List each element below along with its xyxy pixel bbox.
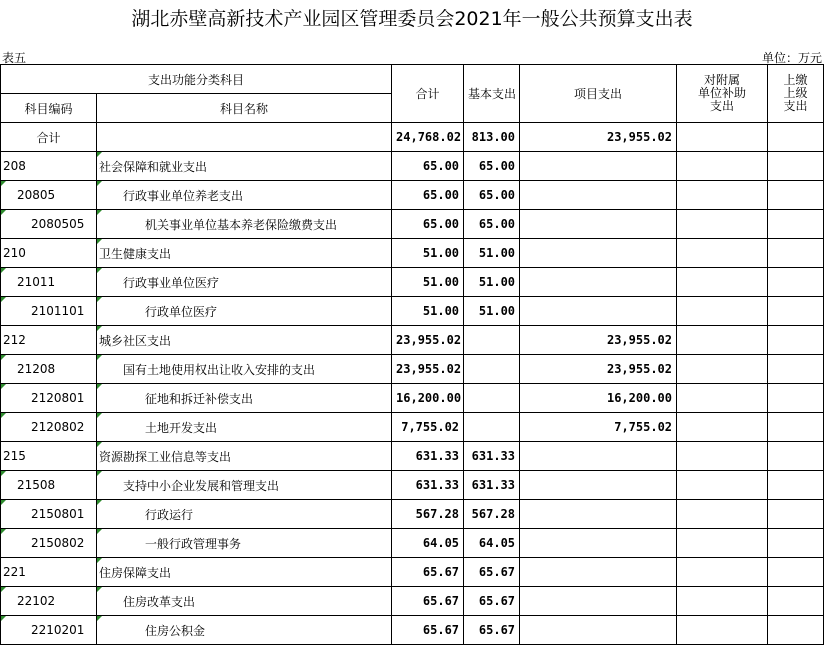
code-cell[interactable]: 21208: [1, 355, 97, 384]
upper-cell[interactable]: [768, 413, 824, 442]
basic-cell[interactable]: [464, 413, 520, 442]
project-cell[interactable]: [520, 616, 677, 645]
upper-cell[interactable]: [768, 210, 824, 239]
upper-cell[interactable]: [768, 297, 824, 326]
total-cell[interactable]: 64.05: [392, 529, 464, 558]
code-cell[interactable]: 221: [1, 558, 97, 587]
basic-cell[interactable]: 65.00: [464, 181, 520, 210]
basic-cell[interactable]: [464, 355, 520, 384]
name-cell[interactable]: 机关事业单位基本养老保险缴费支出: [97, 210, 392, 239]
basic-cell[interactable]: 65.67: [464, 587, 520, 616]
basic-cell[interactable]: 567.28: [464, 500, 520, 529]
name-cell[interactable]: 城乡社区支出: [97, 326, 392, 355]
header-subsidy[interactable]: 对附属 单位补助 支出: [677, 65, 768, 123]
basic-cell[interactable]: 51.00: [464, 268, 520, 297]
project-cell[interactable]: 23,955.02: [520, 355, 677, 384]
code-cell[interactable]: 20805: [1, 181, 97, 210]
table-row: [1, 471, 824, 500]
subsidy-cell[interactable]: [677, 587, 768, 616]
basic-cell[interactable]: 631.33: [464, 442, 520, 471]
upper-cell[interactable]: [768, 558, 824, 587]
basic-cell[interactable]: 631.33: [464, 471, 520, 500]
basic-cell[interactable]: 65.00: [464, 210, 520, 239]
total-row: [1, 123, 824, 152]
table-row: [1, 616, 824, 645]
subsidy-cell[interactable]: [677, 384, 768, 413]
table-row: [1, 297, 824, 326]
total-upper-cell[interactable]: [768, 123, 824, 152]
basic-cell[interactable]: 51.00: [464, 297, 520, 326]
upper-cell[interactable]: [768, 616, 824, 645]
name-cell[interactable]: 支持中小企业发展和管理支出: [97, 471, 392, 500]
subsidy-cell[interactable]: [677, 210, 768, 239]
code-cell[interactable]: 22102: [1, 587, 97, 616]
basic-cell[interactable]: 65.67: [464, 558, 520, 587]
total-cell[interactable]: 631.33: [392, 442, 464, 471]
code-cell[interactable]: 208: [1, 152, 97, 181]
code-cell[interactable]: 215: [1, 442, 97, 471]
table-row: [1, 442, 824, 471]
project-cell[interactable]: [520, 152, 677, 181]
table-row: [1, 152, 824, 181]
project-cell[interactable]: [520, 239, 677, 268]
project-cell[interactable]: [520, 297, 677, 326]
table-row: [1, 384, 824, 413]
sheet-subheader: [0, 36, 824, 64]
code-cell[interactable]: 2120801: [1, 384, 97, 413]
project-cell[interactable]: 23,955.02: [520, 326, 677, 355]
total-cell[interactable]: 631.33: [392, 471, 464, 500]
upper-cell[interactable]: [768, 587, 824, 616]
total-cell[interactable]: 7,755.02: [392, 413, 464, 442]
total-cell[interactable]: 65.67: [392, 616, 464, 645]
expenditure-table: [0, 64, 824, 645]
name-cell[interactable]: 卫生健康支出: [97, 239, 392, 268]
subsidy-cell[interactable]: [677, 297, 768, 326]
project-cell[interactable]: 16,200.00: [520, 384, 677, 413]
upper-cell[interactable]: [768, 442, 824, 471]
table-body: [1, 123, 824, 645]
table-row: [1, 413, 824, 442]
header-name[interactable]: 科目名称: [97, 94, 392, 123]
subsidy-cell[interactable]: [677, 152, 768, 181]
code-cell[interactable]: 2080505: [1, 210, 97, 239]
name-cell[interactable]: 住房保障支出: [97, 558, 392, 587]
basic-cell[interactable]: 65.67: [464, 616, 520, 645]
name-cell[interactable]: 住房改革支出: [97, 587, 392, 616]
upper-cell[interactable]: [768, 471, 824, 500]
total-sum-cell[interactable]: 24,768.02: [392, 123, 464, 152]
header-code[interactable]: 科目编码: [1, 94, 97, 123]
upper-cell[interactable]: [768, 181, 824, 210]
name-cell[interactable]: 资源勘探工业信息等支出: [97, 442, 392, 471]
code-cell[interactable]: 2120802: [1, 413, 97, 442]
table-row: [1, 587, 824, 616]
subsidy-cell[interactable]: [677, 239, 768, 268]
name-cell[interactable]: 一般行政管理事务: [97, 529, 392, 558]
name-cell[interactable]: 行政事业单位养老支出: [97, 181, 392, 210]
total-cell[interactable]: 65.00: [392, 152, 464, 181]
upper-cell[interactable]: [768, 529, 824, 558]
total-cell[interactable]: 51.00: [392, 297, 464, 326]
total-cell[interactable]: 16,200.00: [392, 384, 464, 413]
header-basic[interactable]: 基本支出: [464, 65, 520, 123]
project-cell[interactable]: [520, 210, 677, 239]
total-cell[interactable]: 65.67: [392, 558, 464, 587]
name-cell[interactable]: 行政事业单位医疗: [97, 268, 392, 297]
upper-cell[interactable]: [768, 152, 824, 181]
total-cell[interactable]: 51.00: [392, 239, 464, 268]
name-cell[interactable]: 行政单位医疗: [97, 297, 392, 326]
project-cell[interactable]: [520, 268, 677, 297]
table-row: [1, 326, 824, 355]
project-cell[interactable]: 7,755.02: [520, 413, 677, 442]
subsidy-cell[interactable]: [677, 326, 768, 355]
subsidy-cell[interactable]: [677, 500, 768, 529]
subsidy-cell[interactable]: [677, 413, 768, 442]
unit-label: 单位：万元: [761, 51, 822, 65]
header-project[interactable]: 项目支出: [520, 65, 677, 123]
table-row: [1, 268, 824, 297]
sheet-title: 湖北赤壁高新技术产业园区管理委员会2021年一般公共预算支出表: [131, 8, 693, 30]
table-row: [1, 529, 824, 558]
total-cell[interactable]: 65.00: [392, 181, 464, 210]
total-cell[interactable]: 23,955.02: [392, 326, 464, 355]
name-cell[interactable]: 土地开发支出: [97, 413, 392, 442]
total-cell[interactable]: 567.28: [392, 500, 464, 529]
subsidy-cell[interactable]: [677, 616, 768, 645]
total-cell[interactable]: 23,955.02: [392, 355, 464, 384]
subsidy-cell[interactable]: [677, 471, 768, 500]
project-cell[interactable]: [520, 442, 677, 471]
name-cell[interactable]: 征地和拆迁补偿支出: [97, 384, 392, 413]
subsidy-cell[interactable]: [677, 181, 768, 210]
total-cell[interactable]: 51.00: [392, 268, 464, 297]
project-cell[interactable]: [520, 529, 677, 558]
subsidy-cell[interactable]: [677, 355, 768, 384]
project-cell[interactable]: [520, 500, 677, 529]
table-row: [1, 210, 824, 239]
table-row: [1, 181, 824, 210]
total-cell[interactable]: 65.67: [392, 587, 464, 616]
basic-cell[interactable]: 64.05: [464, 529, 520, 558]
table-number-label: 表五: [2, 51, 27, 65]
header-total[interactable]: 合计: [392, 65, 464, 123]
subsidy-cell[interactable]: [677, 529, 768, 558]
total-project-cell[interactable]: 23,955.02: [520, 123, 677, 152]
project-cell[interactable]: [520, 181, 677, 210]
basic-cell[interactable]: 65.00: [464, 152, 520, 181]
total-subsidy-cell[interactable]: [677, 123, 768, 152]
table-row: [1, 558, 824, 587]
code-cell[interactable]: 2210201: [1, 616, 97, 645]
project-cell[interactable]: [520, 471, 677, 500]
project-cell[interactable]: [520, 558, 677, 587]
subsidy-cell[interactable]: [677, 558, 768, 587]
upper-cell[interactable]: [768, 500, 824, 529]
header-upper[interactable]: 上缴 上级 支出: [768, 65, 824, 123]
subsidy-cell[interactable]: [677, 268, 768, 297]
name-cell[interactable]: 社会保障和就业支出: [97, 152, 392, 181]
upper-cell[interactable]: [768, 239, 824, 268]
upper-cell[interactable]: [768, 326, 824, 355]
code-cell[interactable]: 210: [1, 239, 97, 268]
upper-cell[interactable]: [768, 355, 824, 384]
total-label-cell[interactable]: 合计: [1, 123, 97, 152]
basic-cell[interactable]: [464, 384, 520, 413]
code-cell[interactable]: 2150802: [1, 529, 97, 558]
table-row: [1, 239, 824, 268]
table-row: [1, 500, 824, 529]
code-cell[interactable]: 21011: [1, 268, 97, 297]
project-cell[interactable]: [520, 587, 677, 616]
code-cell[interactable]: 2150801: [1, 500, 97, 529]
total-name-cell[interactable]: [97, 123, 392, 152]
code-cell[interactable]: 212: [1, 326, 97, 355]
total-basic-cell[interactable]: 813.00: [464, 123, 520, 152]
name-cell[interactable]: 行政运行: [97, 500, 392, 529]
table-header: [1, 65, 824, 123]
basic-cell[interactable]: [464, 326, 520, 355]
table-row: [1, 355, 824, 384]
code-cell[interactable]: 21508: [1, 471, 97, 500]
name-cell[interactable]: 住房公积金: [97, 616, 392, 645]
total-cell[interactable]: 65.00: [392, 210, 464, 239]
code-cell[interactable]: 2101101: [1, 297, 97, 326]
upper-cell[interactable]: [768, 268, 824, 297]
name-cell[interactable]: 国有土地使用权出让收入安排的支出: [97, 355, 392, 384]
subsidy-cell[interactable]: [677, 442, 768, 471]
basic-cell[interactable]: 51.00: [464, 239, 520, 268]
upper-cell[interactable]: [768, 384, 824, 413]
header-category[interactable]: 支出功能分类科目: [1, 65, 392, 94]
